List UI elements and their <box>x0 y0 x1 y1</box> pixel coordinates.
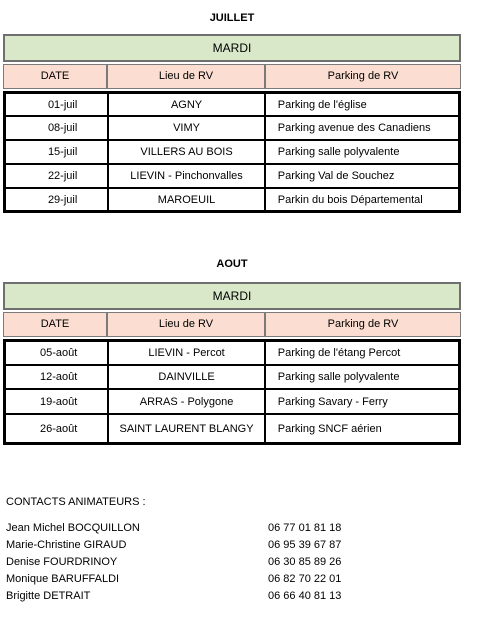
header-lieu: Lieu de RV <box>107 64 265 89</box>
table-row <box>5 140 459 164</box>
cell-date: 08-juil <box>5 116 108 140</box>
cell-date: 19-août <box>5 389 108 414</box>
cell-parking: Parking de l'église <box>265 93 459 116</box>
day-header: MARDI <box>3 34 461 62</box>
contact-phone: 06 66 40 81 13 <box>268 590 342 602</box>
header-parking: Parking de RV <box>265 312 461 337</box>
cell-lieu: SAINT LAURENT BLANGY <box>108 414 264 443</box>
cell-parking: Parking Savary - Ferry <box>265 389 459 414</box>
schedule-table-aout <box>3 282 461 445</box>
cell-parking: Parking Val de Souchez <box>265 164 459 188</box>
cell-lieu: ARRAS - Polygone <box>108 389 264 414</box>
contact-item <box>6 588 386 605</box>
contacts-list <box>6 520 386 605</box>
header-date: DATE <box>3 64 107 89</box>
table-row <box>5 164 459 188</box>
contact-item <box>6 537 386 554</box>
contact-phone: 06 95 39 67 87 <box>268 539 342 551</box>
cell-date: 12-août <box>5 365 108 389</box>
cell-date: 29-juil <box>5 188 108 211</box>
cell-parking: Parking salle polyvalente <box>265 140 459 164</box>
cell-lieu: MAROEUIL <box>108 188 264 211</box>
contact-item <box>6 571 386 588</box>
cell-date: 01-juil <box>5 93 108 116</box>
contact-phone: 06 77 01 81 18 <box>268 522 342 534</box>
contact-name: Brigitte DETRAIT <box>6 590 91 602</box>
month-title-aout: AOUT <box>216 258 248 270</box>
table-row <box>5 93 459 116</box>
schedule-table-juillet <box>3 34 461 213</box>
contact-phone: 06 82 70 22 01 <box>268 573 342 585</box>
table-row <box>5 414 459 443</box>
contact-item <box>6 520 386 537</box>
table-row <box>5 188 459 211</box>
contacts-title: CONTACTS ANIMATEURS : <box>6 496 146 508</box>
cell-date: 22-juil <box>5 164 108 188</box>
cell-lieu: LIEVIN - Percot <box>108 341 264 365</box>
table-body <box>3 91 461 213</box>
contact-name: Jean Michel BOCQUILLON <box>6 522 140 534</box>
contact-name: Monique BARUFFALDI <box>6 573 120 585</box>
contact-name: Denise FOURDRINOY <box>6 556 118 568</box>
cell-date: 26-août <box>5 414 108 443</box>
column-headers <box>3 64 461 89</box>
contact-item <box>6 554 386 571</box>
cell-parking: Parking SNCF aérien <box>265 414 459 443</box>
column-headers <box>3 312 461 337</box>
cell-lieu: LIEVIN - Pinchonvalles <box>108 164 264 188</box>
day-header: MARDI <box>3 282 461 310</box>
table-row <box>5 389 459 414</box>
cell-date: 15-juil <box>5 140 108 164</box>
cell-lieu: DAINVILLE <box>108 365 264 389</box>
cell-parking: Parking de l'étang Percot <box>265 341 459 365</box>
contact-name: Marie-Christine GIRAUD <box>6 539 127 551</box>
contact-phone: 06 30 85 89 26 <box>268 556 342 568</box>
cell-lieu: VILLERS AU BOIS <box>108 140 264 164</box>
table-row <box>5 116 459 140</box>
header-parking: Parking de RV <box>265 64 461 89</box>
table-body <box>3 339 461 445</box>
cell-lieu: VIMY <box>108 116 264 140</box>
table-row <box>5 365 459 389</box>
cell-parking: Parking salle polyvalente <box>265 365 459 389</box>
cell-date: 05-août <box>5 341 108 365</box>
cell-parking: Parking avenue des Canadiens <box>265 116 459 140</box>
header-date: DATE <box>3 312 107 337</box>
header-lieu: Lieu de RV <box>107 312 265 337</box>
month-title-juillet: JUILLET <box>209 12 255 24</box>
cell-lieu: AGNY <box>108 93 264 116</box>
table-row <box>5 341 459 365</box>
cell-parking: Parkin du bois Départemental <box>265 188 459 211</box>
